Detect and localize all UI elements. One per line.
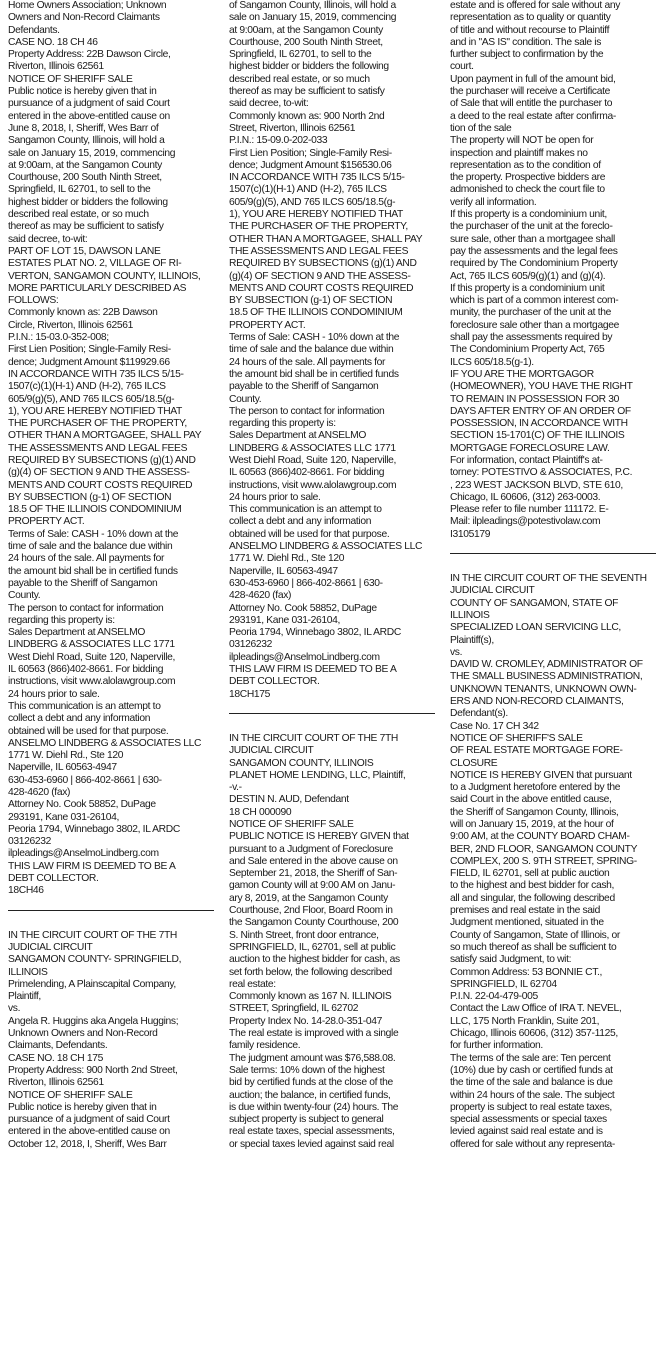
notice-line: NOTICE OF SHERIFF SALE [229, 819, 354, 830]
notice-line: pursuant to a Judgment of Foreclosure [229, 843, 393, 855]
notice-line: thereof as may be sufficient to satisfy [8, 221, 164, 233]
notice-divider [450, 553, 656, 554]
notice-line: payable to the Sheriff of Sangamon [8, 577, 158, 589]
notice-line: 1771 W. Diehl Rd., Ste 120 [8, 750, 124, 762]
legal-notice [450, 573, 656, 1151]
notice-line: 03126232 [229, 639, 273, 651]
notice-line: 18.5 OF THE ILLINOIS CONDOMINIUM [229, 307, 403, 319]
notice-line: Plaintiff(s), [450, 634, 494, 646]
notice-line: of Sangamon County, Illinois, will hold a [229, 0, 396, 11]
notice-line: the amount bid shall be in certified funds [229, 368, 399, 380]
notice-line: LINDBERG & ASSOCIATES LLC 1771 [229, 442, 396, 454]
column-1 [8, 0, 214, 1361]
notice-line: Sale terms: 10% down of the highest [229, 1064, 385, 1076]
notice-divider [229, 713, 435, 714]
notice-line: the purchaser of the unit at the foreclo- [450, 221, 613, 233]
notice-line: County. [8, 590, 41, 602]
notice-line: the amount bid shall be in certified funds [8, 565, 178, 577]
notice-line: CASE NO. 18 CH 46 [8, 36, 98, 48]
notice-line: vs. [450, 646, 463, 658]
notice-line: IL 60563 (866)402-8661. For bidding [229, 467, 385, 479]
notice-line: inspection and plaintiff makes no [450, 147, 588, 159]
notice-line: at 9:00am, at the Sangamon County [8, 159, 162, 171]
notice-line: I3105179 [450, 528, 491, 540]
notice-line: 1), YOU ARE HEREBY NOTIFIED THAT [8, 405, 182, 417]
notice-line: P.I.N.: 15-09.0-202-033 [229, 135, 328, 147]
notice-line: 1771 W. Diehl Rd., Ste 120 [229, 553, 345, 565]
notice-line: 630-453-6960 | 866-402-8661 | 630- [229, 577, 383, 589]
notice-line: obtained will be used for that purpose. [8, 725, 169, 737]
notice-line: , 223 WEST JACKSON BLVD, STE 610, [450, 479, 623, 491]
notice-line: 1507(c)(1)(H-1) AND (H-2), 765 ILCS [229, 184, 387, 196]
notice-line: real estate: [229, 978, 276, 990]
notice-line: SANGAMON COUNTY- SPRINGFIELD, [8, 954, 182, 966]
notice-line: 293191, Kane 031-26104, [229, 614, 341, 626]
notice-line: payable to the Sheriff of Sangamon [229, 381, 379, 393]
notice-line: family residence. [229, 1040, 301, 1052]
notice-line: Act, 765 ILCS 605/9(g)(1) and (g)(4). [450, 270, 606, 282]
notice-line: satisfy said Judgment, to wit: [450, 954, 572, 966]
notice-line: MORE PARTICULARLY DESCRIBED AS [8, 282, 187, 294]
notice-line: THIS LAW FIRM IS DEEMED TO BE A [8, 860, 176, 872]
notice-line: FOLLOWS: [8, 295, 59, 307]
notice-line: Defendant(s). [450, 708, 508, 720]
notice-line: IN THE CIRCUIT COURT OF THE SEVENTH [450, 573, 647, 585]
notice-line: admonished to check the court file to [450, 184, 605, 196]
notice-line: property is subject to real estate taxes, [450, 1101, 612, 1113]
notice-line: Public notice is hereby given that in [8, 86, 157, 98]
notice-line: Angela R. Huggins aka Angela Huggins; [8, 1015, 179, 1027]
notice-line: PART OF LOT 15, DAWSON LANE [8, 245, 161, 257]
notice-line: vs. [8, 1003, 21, 1015]
notice-line: premises and real estate in the said [450, 905, 600, 917]
notice-line: real estate taxes, special assessments, [229, 1126, 395, 1138]
notice-line: Defendants. [8, 24, 60, 36]
notice-line: The terms of the sale are: Ten percent [450, 1052, 611, 1064]
notice-line: will on January 15, 2019, at the hour of [450, 819, 614, 830]
notice-line: 630-453-6960 | 866-402-8661 | 630- [8, 774, 162, 786]
notice-line: COMPLEX, 200 S. 9TH STREET, SPRING- [450, 855, 637, 867]
notice-line: County. [229, 393, 262, 405]
notice-line: IN THE CIRCUIT COURT OF THE 7TH [8, 929, 177, 941]
notice-line: Commonly known as: 22B Dawson [8, 307, 158, 319]
notice-line: Owners and Non-Record Claimants [8, 12, 160, 24]
notice-line: representation as to quality or quantity [450, 12, 611, 24]
notice-line: 9:00 AM, at the COUNTY BOARD CHAM- [450, 831, 630, 843]
notice-line: MENTS AND COURT COSTS REQUIRED [229, 282, 414, 294]
notice-line: subject property is subject to general [229, 1114, 384, 1126]
notice-line: 428-4620 (fax) [229, 590, 292, 602]
notice-line: Please refer to file number 111172. E- [450, 504, 609, 516]
notice-line: -v.- [229, 782, 242, 794]
notice-line: said decree, to-wit: [229, 98, 309, 110]
notice-line: JUDICIAL CIRCUIT [450, 585, 535, 597]
notice-line: ilpleadings@AnselmoLindberg.com [229, 651, 380, 663]
notice-line: special assessments or special taxes [450, 1114, 607, 1126]
notice-line: entered in the above-entitled cause on [8, 110, 170, 122]
notice-line: BY SUBSECTION (g-1) OF SECTION [229, 295, 393, 307]
notice-line: IL 60563 (866)402-8661. For bidding [8, 664, 164, 676]
notice-line: 24 hours prior to sale. [8, 688, 100, 700]
notice-line: Springfield, IL 62701, to sell to the [229, 49, 372, 61]
notice-line: Attorney No. Cook 58852, DuPage [229, 602, 377, 614]
notice-line: instructions, visit www.alolawgroup.com [229, 479, 397, 491]
notice-line: 18 CH 000090 [229, 806, 292, 818]
notice-line: Courthouse, 2nd Floor, Board Room in [229, 905, 393, 917]
notice-line: described real estate, or so much [8, 209, 149, 221]
notice-line: verify all information. [450, 196, 537, 208]
notice-line: estate and is offered for sale without any [450, 0, 620, 11]
notice-line: Attorney No. Cook 58852, DuPage [8, 799, 156, 811]
notice-line: JUDICIAL CIRCUIT [8, 941, 93, 953]
legal-notice [229, 733, 435, 1151]
notice-line: ILCS 605/18.5(g-1). [450, 356, 534, 368]
notice-line: so much thereof as shall be sufficient to [450, 941, 617, 953]
notice-line: Naperville, IL 60563-4947 [229, 565, 338, 577]
notice-line: Property Index No. 14-28.0-351-047 [229, 1015, 382, 1027]
notice-line: DEBT COLLECTOR. [229, 676, 320, 688]
notice-line: or special taxes levied against said real [229, 1138, 394, 1150]
notice-line: 03126232 [8, 836, 52, 848]
notice-line: and Sale entered in the above cause on [229, 855, 398, 867]
notice-line: required by The Condominium Property [450, 258, 618, 270]
notice-line: Peoria 1794, Winnebago 3802, IL ARDC [229, 627, 401, 639]
notice-line: 428-4620 (fax) [8, 787, 71, 798]
notice-line: (10%) due by cash or certified funds at [450, 1064, 613, 1076]
notice-line: NOTICE IS HEREBY GIVEN that pursuant [450, 769, 632, 781]
notice-line: 293191, Kane 031-26104, [8, 811, 120, 823]
notice-line: ILLINOIS [8, 966, 48, 978]
notice-line: THE ASSESSMENTS AND LEGAL FEES [8, 442, 188, 454]
notice-line: The real estate is improved with a single [229, 1028, 399, 1040]
column-2 [229, 0, 435, 1361]
notice-line: POSSESSION, IN ACCORDANCE WITH [450, 418, 628, 430]
notice-line: the property. Prospective bidders are [450, 172, 606, 184]
notice-line: First Lien Position; Single-Family Resi- [229, 147, 392, 159]
notice-line: DAVID W. CROMLEY, ADMINISTRATOR OF [450, 659, 643, 671]
notice-line: ANSELMO LINDBERG & ASSOCIATES LLC [229, 541, 423, 553]
notice-line: torney: POTESTIVO & ASSOCIATES, P.C. [450, 467, 633, 479]
notice-line: Naperville, IL 60563-4947 [8, 762, 117, 774]
notice-line: STREET, Springfield, IL 62702 [229, 1003, 359, 1015]
notice-line: ilpleadings@AnselmoLindberg.com [8, 848, 159, 860]
column-3 [450, 0, 656, 1361]
notice-line: Commonly known as: 900 North 2nd [229, 110, 385, 122]
notice-line: BY SUBSECTION (g-1) OF SECTION [8, 491, 172, 503]
notice-line: BER, 2ND FLOOR, SANGAMON COUNTY [450, 843, 638, 855]
notice-line: within 24 hours of the sale. The subject [450, 1089, 615, 1101]
notice-line: is due within twenty-four (24) hours. The [229, 1101, 399, 1113]
notice-line: shall pay the assessments required by [450, 332, 613, 344]
notice-line: at 9:00am, at the Sangamon County [229, 24, 383, 36]
notice-line: Unknown Owners and Non-Record [8, 1028, 158, 1040]
notice-line: NOTICE OF SHERIFF SALE [8, 73, 133, 85]
notice-line: Street, Riverton, Illinois 62561 [229, 122, 356, 134]
notice-line: Courthouse, 200 South Ninth Street, [8, 172, 162, 184]
notice-line: NOTICE OF SHERIFF'S SALE [450, 732, 583, 744]
notice-line: MORTGAGE FORECLOSURE LAW. [450, 442, 610, 454]
notice-line: MENTS AND COURT COSTS REQUIRED [8, 479, 193, 491]
notice-line: This communication is an attempt to [229, 504, 382, 516]
notice-line: If this property is a condominium unit [450, 282, 605, 294]
notice-line: THE SMALL BUSINESS ADMINISTRATION, [450, 671, 643, 683]
notice-line: 24 hours of the sale. All payments for [229, 356, 386, 368]
notice-line: 24 hours prior to sale. [229, 491, 321, 503]
notice-line: LLC, 175 North Franklin, Suite 201, [450, 1015, 600, 1027]
notice-line: sale on January 15, 2019, commencing [8, 147, 176, 159]
notice-line: P.I.N.: 15-03.0-352-008; [8, 332, 109, 344]
notice-line: dence; Judgment Amount $156530.06 [229, 159, 392, 171]
notice-line: DESTIN N. AUD, Defendant [229, 794, 349, 806]
notice-line: TO REMAIN IN POSSESSION FOR 30 [450, 393, 619, 405]
notice-line: First Lien Position; Single-Family Resi- [8, 344, 171, 356]
notice-line: SANGAMON COUNTY, ILLINOIS [229, 757, 374, 769]
notice-line: 18CH175 [229, 688, 271, 700]
notice-line: auction; the balance, in certified funds, [229, 1089, 391, 1101]
notice-line: bid by certified funds at the close of the [229, 1077, 393, 1089]
notice-line: instructions, visit www.alolawgroup.com [8, 676, 176, 688]
notice-line: West Diehl Road, Suite 120, Naperville, [229, 454, 397, 466]
notice-line: regarding this property is: [8, 614, 115, 626]
notice-line: REQUIRED BY SUBSECTIONS (g)(1) AND [8, 454, 196, 466]
notice-divider [8, 910, 214, 911]
notice-line: dence; Judgment Amount $119929.66 [8, 356, 170, 368]
notice-line: June 8, 2018, I, Sheriff, Wes Barr of [8, 122, 159, 134]
notice-line: the purchaser will receive a Certificate [450, 86, 610, 98]
notice-line: gamon County will at 9:00 AM on Janu- [229, 880, 396, 892]
notice-line: highest bidder or bidders the following [8, 196, 168, 208]
notice-line: OTHER THAN A MORTGAGEE, SHALL PAY [229, 233, 423, 245]
notice-line: (g)(4) OF SECTION 9 AND THE ASSESS- [229, 270, 411, 282]
notice-line: October 12, 2018, I, Sheriff, Wes Barr [8, 1138, 167, 1150]
notice-line: the Sangamon County Courthouse, 200 [229, 917, 399, 929]
notice-line: SPRINGFIELD, IL, 62701, sell at public [229, 941, 396, 953]
notice-line: Home Owners Association; Unknown [8, 0, 167, 11]
notice-line: Courthouse, 200 South Ninth Street, [229, 36, 383, 48]
notice-line: LINDBERG & ASSOCIATES LLC 1771 [8, 639, 175, 651]
notice-line: foreclosure sale other than a mortgagee [450, 319, 619, 331]
notice-line: SPRINGFIELD, IL 62704 [450, 978, 557, 990]
notice-line: DEBT COLLECTOR. [8, 873, 99, 885]
notice-line: Sales Department at ANSELMO [8, 627, 146, 639]
notice-line: REQUIRED BY SUBSECTIONS (g)(1) AND [229, 258, 417, 270]
notice-line: 605/9(g)(5), AND 765 ILCS 605/18.5(g- [229, 196, 396, 208]
notice-line: NOTICE OF SHERIFF SALE [8, 1089, 133, 1101]
notice-line: of title and without recourse to Plaintiff [450, 24, 610, 36]
notice-line: the time of the sale and balance is due [450, 1077, 613, 1089]
legal-notice [229, 0, 435, 701]
notice-line: to a Judgment heretofore entered by the [450, 782, 621, 794]
notice-line: levied against said real estate and is [450, 1126, 603, 1138]
notice-line: ary 8, 2019, at the Sangamon County [229, 892, 388, 904]
notice-line: which is part of a common interest com- [450, 295, 619, 307]
notice-line: Case No. 17 CH 342 [450, 720, 539, 732]
notice-line: COUNTY OF SANGAMON, STATE OF [450, 597, 619, 609]
notice-line: and in "AS IS" condition. The sale is [450, 36, 602, 48]
notice-line: offered for sale without any representa- [450, 1138, 615, 1150]
legal-notice [450, 0, 656, 541]
notice-line: IF YOU ARE THE MORTGAGOR [450, 368, 594, 380]
notice-line: representation as to the condition of [450, 159, 601, 171]
notice-line: sale on January 15, 2019, commencing [229, 12, 397, 24]
notice-line: Upon payment in full of the amount bid, [450, 73, 616, 85]
notice-line: Plaintiff, [8, 991, 41, 1003]
notice-line: For information, contact Plaintiff's at- [450, 454, 603, 466]
legal-notice [8, 0, 214, 898]
notice-line: IN ACCORDANCE WITH 735 ILCS 5/15- [8, 368, 184, 380]
notice-line: THE PURCHASER OF THE PROPERTY, [8, 418, 187, 430]
notice-line: munity, the purchaser of the unit at the [450, 307, 611, 319]
notice-line: September 21, 2018, the Sheriff of San- [229, 868, 398, 880]
notice-line: OTHER THAN A MORTGAGEE, SHALL PAY [8, 430, 202, 442]
notice-line: ILLINOIS [450, 609, 490, 621]
notice-line: Riverton, Illinois 62561 [8, 61, 104, 73]
notice-line: Riverton, Illinois 62561 [8, 1077, 104, 1089]
notice-line: Primelending, A Plainscapital Company, [8, 978, 176, 990]
notice-line: 18CH46 [8, 885, 44, 897]
notice-line: The person to contact for information [8, 602, 164, 614]
notice-line: set forth below, the following described [229, 966, 392, 978]
notice-line: Property Address: 22B Dawson Circle, [8, 49, 171, 61]
notice-line: Contact the Law Office of IRA T. NEVEL, [450, 1003, 622, 1015]
notice-line: Peoria 1794, Winnebago 3802, IL ARDC [8, 823, 180, 835]
notice-line: County of Sangamon, State of Illinois, or [450, 929, 620, 941]
notice-line: (g)(4) OF SECTION 9 AND THE ASSESS- [8, 467, 190, 479]
notice-line: PROPERTY ACT. [8, 516, 85, 528]
notice-line: Springfield, IL 62701, to sell to the [8, 184, 151, 196]
notice-line: Mail: ilpleadings@potestivolaw.com [450, 516, 601, 528]
notice-line: said decree, to-wit: [8, 233, 88, 245]
notice-line: The property will NOT be open for [450, 135, 594, 147]
notice-line: pursuance of a judgment of said Court [8, 1114, 170, 1126]
notice-line: This communication is an attempt to [8, 700, 161, 712]
notice-line: Chicago, Illinois 60606, (312) 357-1125, [450, 1028, 618, 1040]
notice-line: thereof as may be sufficient to satisfy [229, 86, 385, 98]
notice-line: Property Address: 900 North 2nd Street, [8, 1064, 178, 1076]
notice-line: Chicago, IL 60606, (312) 263-0003. [450, 491, 601, 503]
notice-line: for further information. [450, 1040, 543, 1052]
notice-line: Commonly known as 167 N. ILLINOIS [229, 991, 392, 1003]
notice-line: UNKNOWN TENANTS, UNKNOWN OWN- [450, 683, 637, 695]
notice-line: THE PURCHASER OF THE PROPERTY, [229, 221, 408, 233]
notice-line: SPECIALIZED LOAN SERVICING LLC, [450, 622, 621, 634]
notice-line: (HOMEOWNER), YOU HAVE THE RIGHT [450, 381, 633, 393]
notice-line: ANSELMO LINDBERG & ASSOCIATES LLC [8, 737, 202, 749]
notice-line: time of sale and the balance due within [229, 344, 394, 356]
notice-line: all and singular, the following described [450, 892, 615, 904]
notice-line: pay the assessments and the legal fees [450, 245, 618, 257]
legal-notice [8, 930, 214, 1151]
notice-line: Judgment mentioned, situated in the [450, 917, 604, 929]
notice-line: ERS AND NON-RECORD CLAIMANTS, [450, 696, 624, 708]
notice-line: 1507(c)(1)(H-1) AND (H-2), 765 ILCS [8, 381, 166, 393]
notice-line: 18.5 OF THE ILLINOIS CONDOMINIUM [8, 504, 182, 516]
notice-line: 605/9(g)(5), AND 765 ILCS 605/18.5(g- [8, 393, 175, 405]
notice-line: OF REAL ESTATE MORTGAGE FORE- [450, 745, 623, 757]
notice-line: The judgment amount was $76,588.08. [229, 1052, 396, 1064]
notice-line: regarding this property is: [229, 418, 336, 430]
notice-line: 24 hours of the sale. All payments for [8, 553, 165, 565]
notice-line: Sales Department at ANSELMO [229, 430, 367, 442]
notice-line: Terms of Sale: CASH - 10% down at the [8, 528, 179, 540]
notice-line: Terms of Sale: CASH - 10% down at the [229, 332, 400, 344]
notice-line: pursuance of a judgment of said Court [8, 98, 170, 110]
notice-line: described real estate, or so much [229, 73, 370, 85]
notice-line: P.I.N. 22-04-479-005 [450, 991, 538, 1003]
notice-line: THE ASSESSMENTS AND LEGAL FEES [229, 245, 409, 257]
notice-line: highest bidder or bidders the following [229, 61, 389, 73]
notice-line: The Condominium Property Act, 765 [450, 344, 605, 356]
notice-line: CLOSURE [450, 757, 498, 769]
notice-line: SECTION 15-1701(C) OF THE ILLINOIS [450, 430, 625, 442]
notice-line: If this property is a condominium unit, [450, 209, 607, 221]
notice-line: a deed to the real estate after confirma- [450, 110, 616, 122]
notice-line: auction to the highest bidder for cash, as [229, 954, 400, 966]
notice-line: collect a debt and any information [8, 713, 151, 725]
notice-line: S. Ninth Street, front door entrance, [229, 929, 379, 941]
notice-line: said Court in the above entitled cause, [450, 794, 612, 806]
notice-line: FIELD, IL 62701, sell at public auction [450, 868, 610, 880]
notice-line: THIS LAW FIRM IS DEEMED TO BE A [229, 664, 397, 676]
notice-line: Sangamon County, Illinois, will hold a [8, 135, 165, 147]
notice-line: the Sheriff of Sangamon County, Illinois, [450, 806, 619, 818]
notice-line: court. [450, 61, 474, 73]
notice-line: Public notice is hereby given that in [8, 1101, 157, 1113]
notice-line: 1), YOU ARE HEREBY NOTIFIED THAT [229, 209, 403, 221]
notice-line: Claimants, Defendants. [8, 1040, 108, 1052]
notice-line: Circle, Riverton, Illinois 62561 [8, 319, 134, 331]
notice-line: to the highest and best bidder for cash, [450, 880, 615, 892]
notice-line: entered in the above-entitled cause on [8, 1126, 170, 1138]
notice-line: DAYS AFTER ENTRY OF AN ORDER OF [450, 405, 631, 417]
notice-line: JUDICIAL CIRCUIT [229, 745, 314, 757]
notice-line: IN THE CIRCUIT COURT OF THE 7TH [229, 732, 398, 744]
notice-line: sure sale, other than a mortgagee shall [450, 233, 615, 245]
notice-line: VERTON, SANGAMON COUNTY, ILLINOIS, [8, 270, 201, 282]
notice-line: time of sale and the balance due within [8, 541, 173, 553]
notice-line: PUBLIC NOTICE IS HEREBY GIVEN that [229, 831, 409, 843]
notice-line: West Diehl Road, Suite 120, Naperville, [8, 651, 176, 663]
notice-line: PROPERTY ACT. [229, 319, 306, 331]
notice-line: CASE NO. 18 CH 175 [8, 1052, 103, 1064]
notice-line: PLANET HOME LENDING, LLC, Plaintiff, [229, 769, 406, 781]
notice-line: Common Address: 53 BONNIE CT., [450, 966, 603, 978]
notice-line: IN ACCORDANCE WITH 735 ILCS 5/15- [229, 172, 405, 184]
notice-line: tion of the sale [450, 122, 512, 134]
notice-line: of Sale that will entitle the purchaser to [450, 98, 613, 110]
notice-line: obtained will be used for that purpose. [229, 528, 390, 540]
notice-line: The person to contact for information [229, 405, 385, 417]
notice-line: further subject to confirmation by the [450, 49, 604, 61]
notice-line: ESTATES PLAT NO. 2, VILLAGE OF RI- [8, 258, 182, 270]
notice-line: collect a debt and any information [229, 516, 372, 528]
